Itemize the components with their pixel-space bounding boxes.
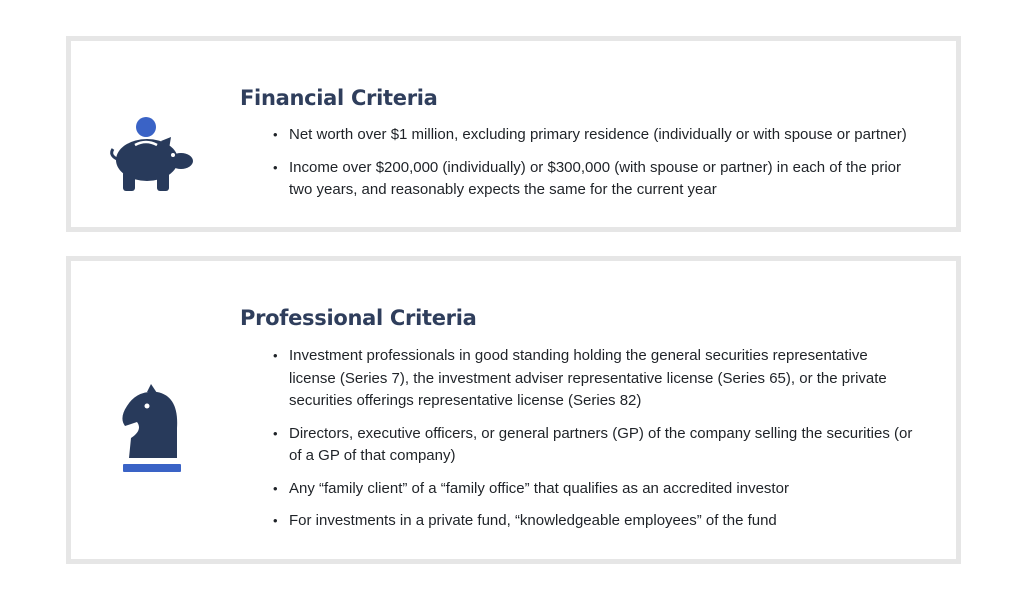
professional-criteria-list [273, 345, 918, 543]
financial-criteria-list [273, 124, 918, 212]
list-item [273, 478, 918, 501]
list-item [273, 345, 918, 413]
financial-criteria-card [66, 36, 961, 232]
professional-criteria-card [66, 256, 961, 564]
bullet-icon: • [273, 425, 278, 441]
list-item-text: Net worth over $1 million, excluding primary residence (individually or with spouse or partner) [289, 126, 907, 143]
bullet-icon: • [273, 513, 278, 528]
list-item-text: For investments in a private fund, “knowledgeable employees” of the fund [289, 512, 777, 529]
piggy-bank-icon [109, 115, 197, 195]
bullet-icon: • [273, 159, 278, 175]
bullet-icon: • [273, 127, 278, 142]
bullet-icon: • [273, 348, 278, 363]
list-item [273, 157, 918, 202]
list-item [273, 510, 918, 533]
professional-criteria-title: Professional Criteria [240, 306, 477, 330]
list-item-text: Directors, executive officers, or general partners (GP) of the company selling the securities (or of a GP of that company) [289, 424, 913, 464]
list-item [273, 423, 918, 468]
chess-knight-icon [117, 384, 187, 474]
bullet-icon: • [273, 480, 278, 496]
list-item-text: Income over $200,000 (individually) or $300,000 (with spouse or partner) in each of the prior two years, and reasonably expects the same for the current year [289, 158, 902, 198]
financial-criteria-title: Financial Criteria [240, 86, 438, 110]
list-item-text: Investment professionals in good standing holding the general securities representative license (Series 7), the investment adviser representative license (Series 65), or the private securities offerings representative license (Series 82) [289, 347, 887, 409]
list-item-text: Any “family client” of a “family office” that qualifies as an accredited investor [289, 479, 789, 497]
list-item [273, 124, 918, 147]
